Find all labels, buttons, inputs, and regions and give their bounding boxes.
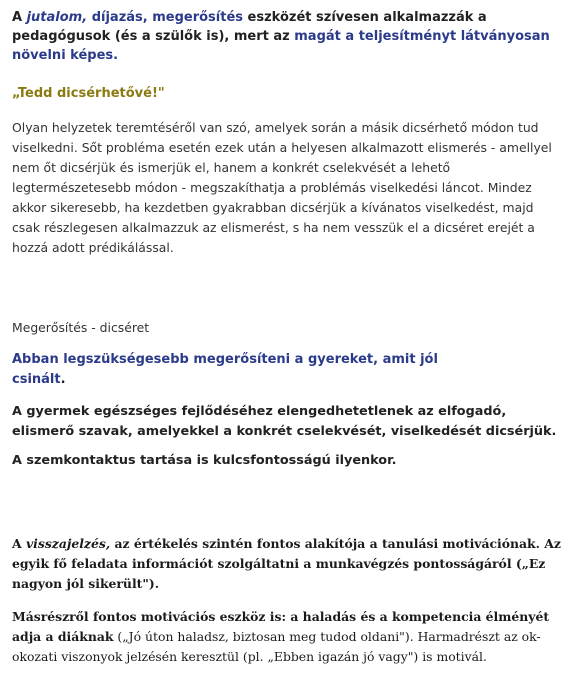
intro-dijazas: díjazás, megerősítés [87,10,244,25]
bold-paragraph-2: A szemkontaktus tartása is kulcsfontosságú ilyenkor. [12,453,397,468]
lead-dot: . [60,372,66,387]
intro-jutalom: jutalom, [26,10,88,25]
serif-paragraph-1 [12,534,562,594]
lead-text: Abban legszükségesebb megerősíteni a gyereket, amit jól csinált [12,352,438,387]
tedd-heading: „Tedd dicsérhetővé!" [12,86,165,101]
intro-text: eszközét szívesen alkalmazzák a pedagógusok (és a szülők is), mert az [12,10,487,44]
serif1-italic: visszajelzés, [25,536,111,551]
serif-paragraph-2 [12,607,562,667]
bold-paragraph-1: A gyermek egészséges fejlődéséhez elengedhetetlenek az elfogadó, elismerő szavak, amelyekkel a konkrét cselekvését, viselkedését dicsérjük. [12,404,557,439]
lead-paragraph [12,350,452,390]
intro-paragraph [12,8,562,65]
intro-a: A [12,10,27,25]
serif1-rest: az értékelés szintén fontos alakítója a tanulási motivációnak. Az egyik fő feladata információt szolgáltatni a munkavégzés pontosságáról („Ez nagyon jól sikerült"). [12,536,561,591]
serif2-rest: („Jó úton haladsz, biztosan meg tudod oldani"). Harmadrészt az ok-okozati viszonyok jelzésén keresztül (pl. „Ebben igazán jó vagy") is motivál. [12,629,541,664]
section-label: Megerősítés - dicséret [12,320,150,335]
serif1-a: A [12,536,26,551]
intro-highlight: magát a teljesítményt látványosan növelni képes. [12,29,550,63]
serif2-bold: Másrészről fontos motivációs eszköz is: a haladás és a kompetencia élményét adja a diáknak [12,609,550,644]
paragraph-tedd: Olyan helyzetek teremtéséről van szó, amelyek során a másik dicsérhető módon tud viselkedni. Sőt probléma esetén ezek után a helyesen alkalmazott elismerés - amellyel nem őt dicsérjük és ismerjük el, hanem a konkrét cselekvését a lehető legtermészetesebb módon - megszakíthatja a problémás viselkedési láncot. Mindez akkor sikeresebb, ha kezdetben gyakrabban dicsérjük a kívánatos viselkedést, majd csak részlegesen alkalmazzuk az elismerést, s ha nem vesszük el a dicséret erejét a hozzá adott prédikálással. [12,120,552,255]
